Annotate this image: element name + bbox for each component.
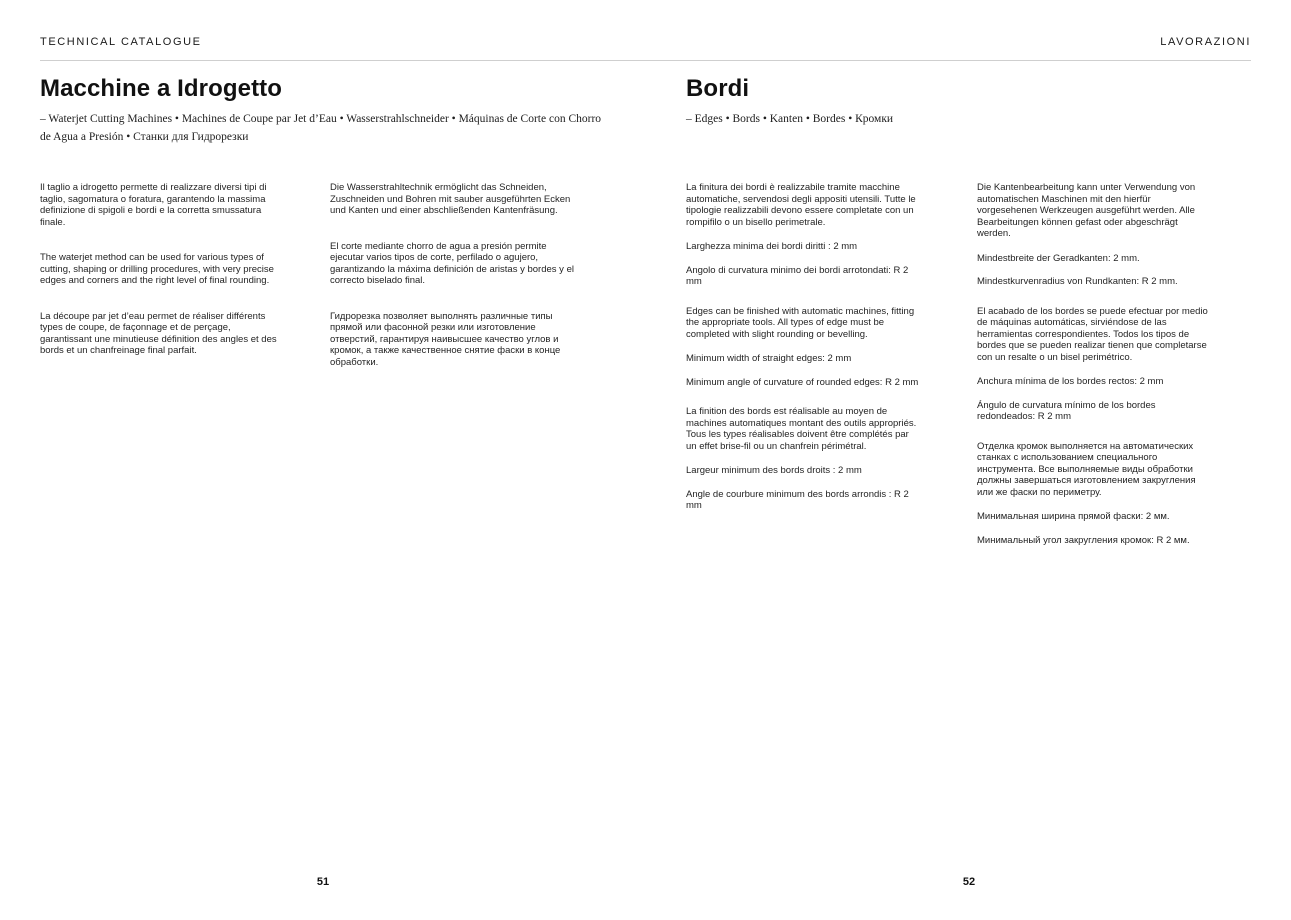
text-paragraph: Mindestkurvenradius von Rundkanten: R 2 mm. bbox=[977, 276, 1178, 287]
page-subtitle-left: – Waterjet Cutting Machines • Machines de Coupe par Jet d’Eau • Wasserstrahlschneider • Máquinas de Corte con Chorro de Agua a Presión • Станки для Гидрорезки bbox=[40, 113, 602, 143]
page-subtitle-right: – Edges • Bords • Kanten • Bordes • Кромки bbox=[686, 113, 894, 126]
page-number-left: 51 bbox=[316, 876, 330, 888]
text-paragraph: Отделка кромок выполняется на автоматических станках с использованием специального инструмента. Все выполняемые виды обработки должны завершаться изготовлением закругления или же фаски по периметру. bbox=[977, 440, 1196, 498]
text-paragraph: La finitura dei bordi è realizzabile tramite macchine automatiche, servendosi degli appositi utensili. Tutte le tipologie realizzabili devono essere completate con un rompifilo o un bisello perimetrale. bbox=[686, 182, 916, 228]
text-columns-right bbox=[686, 182, 1212, 558]
text-paragraph: Гидрорезка позволяет выполнять различные типы прямой или фасонной резки или изготовление отверстий, гарантируя наивысшее качество углов и кромок, а также качественное снятие фаски в конце обработки. bbox=[330, 310, 561, 368]
page-52 bbox=[686, 75, 1252, 546]
header-right-label: LAVORAZIONI bbox=[1160, 36, 1251, 48]
text-paragraph: Минимальная ширина прямой фаски: 2 мм. bbox=[977, 511, 1170, 522]
page-number-right: 52 bbox=[962, 876, 976, 888]
page-51 bbox=[40, 75, 606, 368]
text-paragraph: Edges can be finished with automatic machines, fitting the appropriate tools. All types of edge must be completed with slight rounding or bevelling. bbox=[686, 305, 915, 340]
catalogue-header bbox=[40, 36, 1251, 48]
text-column-1 bbox=[40, 182, 285, 392]
text-paragraph: Largeur minimum des bords droits : 2 mm bbox=[686, 465, 862, 476]
page-title-left: Macchine a Idrogetto bbox=[40, 75, 283, 102]
text-paragraph: El corte mediante chorro de agua a presión permite ejecutar varios tipos de corte, perfilado o agujero, garantizando la máxima definición de aristas y bordes y el correcto biselado final. bbox=[330, 240, 574, 286]
text-paragraph: Minimum angle of curvature of rounded edges: R 2 mm bbox=[686, 376, 919, 388]
text-column-3 bbox=[686, 182, 921, 558]
text-paragraph: Il taglio a idrogetto permette di realizzare diversi tipi di taglio, sagomatura o foratura, garantendo la massima definizione di spigoli e bordi e la corretta smussatura finale. bbox=[40, 182, 267, 228]
text-paragraph: Larghezza minima dei bordi diritti : 2 mm bbox=[686, 241, 858, 252]
text-paragraph: Minimum width of straight edges: 2 mm bbox=[686, 353, 852, 364]
page-title-right: Bordi bbox=[686, 75, 750, 102]
text-paragraph: Die Wasserstrahltechnik ermöglicht das Schneiden, Zuschneiden und Bohren mit sauber ausgeführten Ecken und Kanten und einer abschließenden Kantenfräsung. bbox=[330, 182, 571, 216]
text-paragraph: The waterjet method can be used for various types of cutting, shaping or drilling procedures, with very precise edges and corners and the right level of final rounding. bbox=[40, 252, 274, 286]
text-paragraph: La découpe par jet d’eau permet de réaliser différents types de coupe, de façonnage et de perçage, garantissant une minutieuse définition des angles et des bords et un chanfreinage final parfait. bbox=[40, 310, 277, 356]
header-left-label: TECHNICAL CATALOGUE bbox=[40, 36, 202, 48]
text-column-4 bbox=[977, 182, 1212, 558]
text-paragraph: Ángulo de curvatura mínimo de los bordes redondeados: R 2 mm bbox=[977, 399, 1156, 422]
text-column-2 bbox=[330, 182, 575, 392]
text-paragraph: Angolo di curvatura minimo dei bordi arrotondati: R 2 mm bbox=[686, 264, 909, 287]
text-paragraph: Anchura mínima de los bordes rectos: 2 mm bbox=[977, 376, 1164, 387]
text-paragraph: Минимальный угол закругления кромок: R 2 мм. bbox=[977, 534, 1190, 546]
text-paragraph: Angle de courbure minimum des bords arrondis : R 2 mm bbox=[686, 488, 909, 511]
text-columns-left bbox=[40, 182, 575, 392]
text-paragraph: Mindestbreite der Geradkanten: 2 mm. bbox=[977, 252, 1140, 264]
header-divider bbox=[40, 60, 1251, 61]
text-paragraph: Die Kantenbearbeitung kann unter Verwendung von automatischen Maschinen mit den hierfür vorgesehenen Werkzeugen ausgeführt werden. Alle Bearbeitungen können gefast oder abgeschrägt werden. bbox=[977, 182, 1196, 239]
text-paragraph: La finition des bords est réalisable au moyen de machines automatiques montant des outils appropriés. Tous les types réalisables doivent être complétés par un effet brise-fil ou un chanfrein périmétral. bbox=[686, 406, 917, 452]
text-paragraph: El acabado de los bordes se puede efectuar por medio de máquinas automáticas, sirviéndose de las herramientas correspondientes. Todos los tipos de bordes que se pueden realizar tienen que completarse con un resalte o un bisel perimétrico. bbox=[977, 305, 1208, 363]
